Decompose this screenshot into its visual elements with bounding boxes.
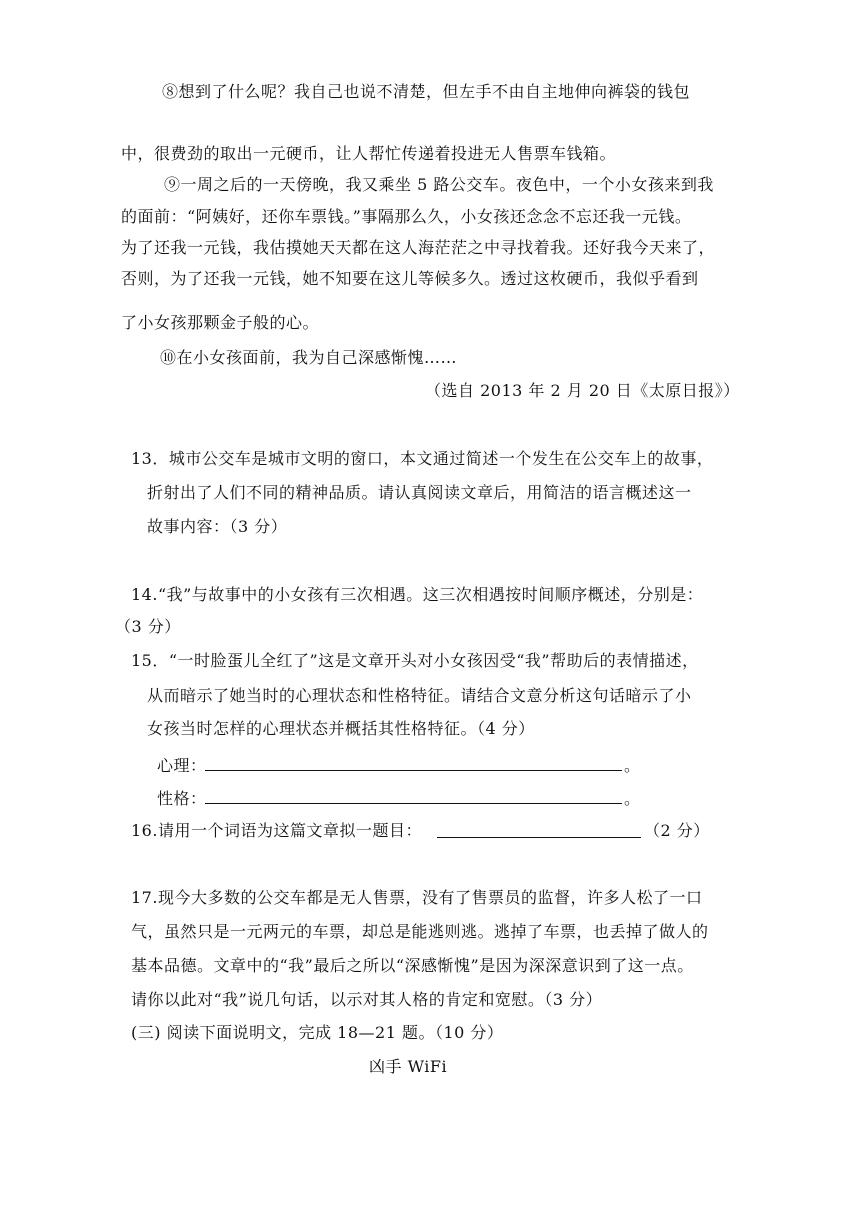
- q17-line4: 请你以此对“我”说几句话，以示对其人格的肯定和宽慰。（3 分）: [131, 990, 603, 1009]
- q13-line3: 故事内容：（3 分）: [147, 517, 288, 536]
- q15-line2: 从而暗示了她当时的心理状态和性格特征。请结合文意分析这句话暗示了小: [147, 686, 692, 705]
- passage-p9-line2: 的面前：“阿姨好，还你车票钱。”事隔那么久，小女孩还念念不忘还我一元钱。: [121, 207, 692, 226]
- q15-line3: 女孩当时怎样的心理状态并概括其性格特征。（4 分）: [147, 719, 535, 738]
- q17-line1: 17.现今大多数的公交车都是无人售票，没有了售票员的监督，许多人松了一口: [131, 888, 703, 907]
- passage-source: （选自 2013 年 2 月 20 日《太原日报》）: [425, 381, 740, 400]
- q16-answer-line[interactable]: [437, 837, 641, 838]
- article-title: 凶手 WiFi: [369, 1057, 448, 1076]
- passage-p8-line2: 中，很费劲的取出一元硬币，让人帮忙传递着投进无人售票车钱箱。: [121, 144, 617, 163]
- passage-p10: ⑩在小女孩面前，我为自己深感惭愧……: [160, 348, 458, 367]
- q17-line2: 气，虽然只是一元两元的车票，却总是能逃则逃。逃掉了车票，也丢掉了做人的: [131, 922, 709, 941]
- q16-text: 16.请用一个词语为这篇文章拟一题目：: [131, 821, 422, 840]
- q13-line1: 13．城市公交车是城市文明的窗口，本文通过简述一个发生在公交车上的故事，: [131, 449, 714, 468]
- section3-heading: (三) 阅读下面说明文，完成 18—21 题。（10 分）: [131, 1023, 504, 1042]
- q15-mind-label: 心理：: [157, 756, 207, 775]
- passage-p9-line3: 为了还我一元钱，我估摸她天天都在这人海茫茫之中寻找着我。还好我今天来了，: [121, 238, 716, 257]
- passage-p9-line5: 了小女孩那颗金子般的心。: [121, 313, 320, 332]
- q17-line3: 基本品德。文章中的“我”最后之所以“深感惭愧”是因为深深意识到了这一点。: [131, 956, 694, 975]
- passage-p9-line4: 否则，为了还我一元钱，她不知要在这儿等候多久。透过这枚硬币，我似乎看到: [121, 269, 699, 288]
- q15-char-period: 。: [624, 789, 641, 808]
- q14-line2: （3 分）: [115, 617, 181, 636]
- q15-mind-period: 。: [624, 756, 641, 775]
- q15-mind-answer-line[interactable]: [205, 770, 622, 771]
- q13-line2: 折射出了人们不同的精神品质。请认真阅读文章后，用简洁的语言概述这一: [147, 483, 692, 502]
- q15-char-label: 性格：: [157, 789, 207, 808]
- q15-line1: 15．“一时脸蛋儿全红了”这是文章开头对小女孩因受“我”帮助后的表情描述，: [131, 651, 699, 670]
- q15-char-answer-line[interactable]: [205, 803, 622, 804]
- q16-score: （2 分）: [644, 821, 710, 840]
- q14-line1: 14.“我”与故事中的小女孩有三次相遇。这三次相遇按时间顺序概述，分别是：: [131, 585, 704, 604]
- passage-p9-line1: ⑨一周之后的一天傍晚，我又乘坐 5 路公交车。夜色中，一个小女孩来到我: [164, 175, 714, 194]
- passage-p8-line1: ⑧想到了什么呢？我自己也说不清楚，但左手不由自主地伸向裤袋的钱包: [162, 82, 691, 101]
